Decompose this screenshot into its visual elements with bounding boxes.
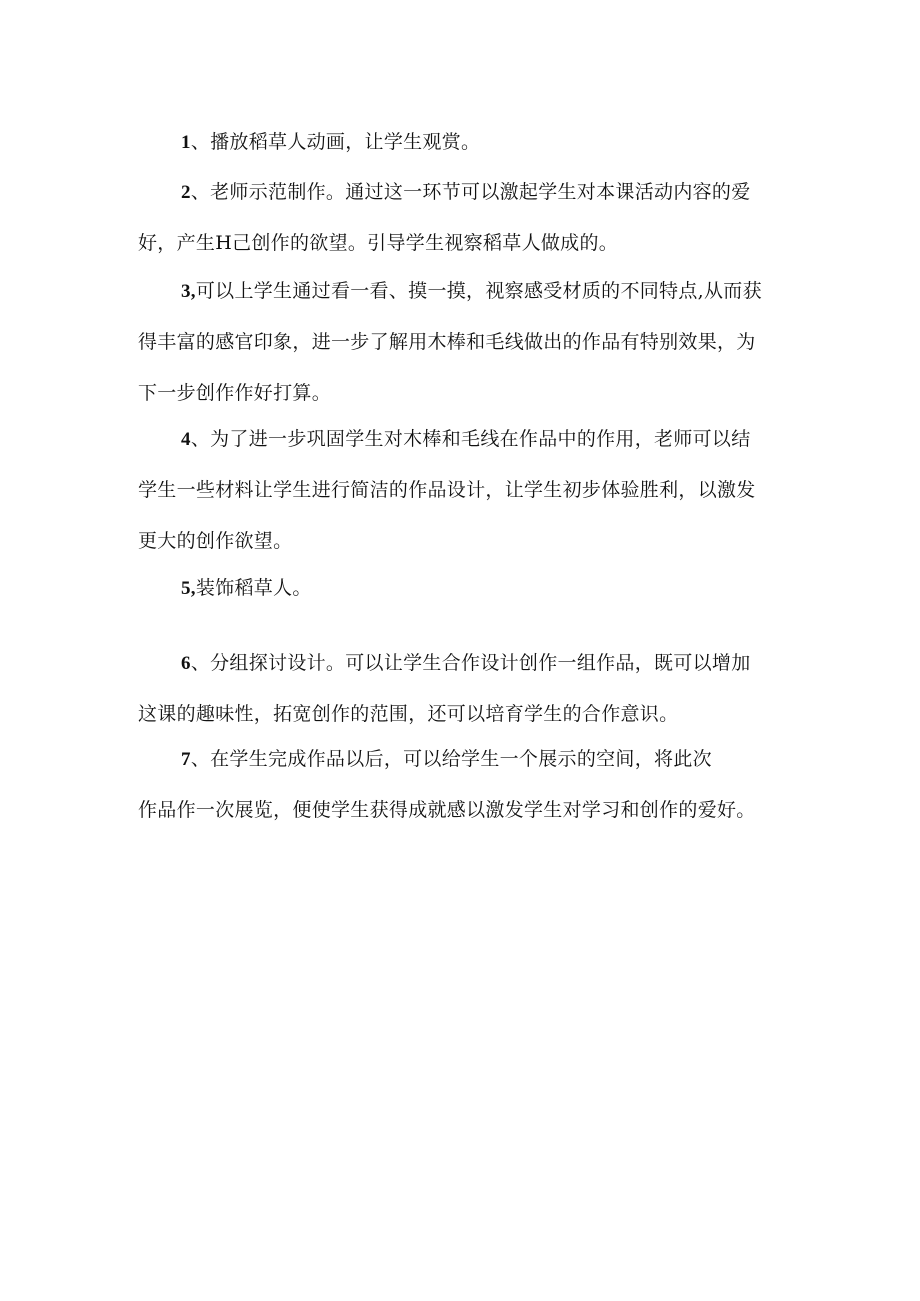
paragraph-7-number: 7 bbox=[181, 749, 191, 770]
paragraph-4-text-line-2: 学生一些材料让学生进行简洁的作品设计，让学生初步体验胜利，以激发 bbox=[138, 479, 756, 501]
paragraph-3-text-line-1: 可以上学生通过看一看、摸一摸，视察感受材质的不同特点,从而获 bbox=[195, 280, 762, 302]
paragraph-1-text: 、播放稻草人动画，让学生观赏。 bbox=[190, 131, 481, 153]
paragraph-4-text-line-3: 更大的创作欲望。 bbox=[138, 530, 293, 552]
paragraph-3-text-line-3: 下一步创作作好打算。 bbox=[138, 382, 332, 404]
paragraph-2-line-1 bbox=[138, 167, 788, 218]
paragraph-4 bbox=[138, 414, 788, 567]
paragraph-4-number: 4 bbox=[181, 429, 191, 450]
paragraph-6-number: 6 bbox=[181, 653, 191, 674]
paragraph-6-line-1 bbox=[138, 638, 788, 689]
paragraph-5-text: 装饰稻草人。 bbox=[195, 577, 312, 599]
paragraph-2-text-line-2: 好，产生H己创作的欲望。引导学生视察稻草人做成的。 bbox=[138, 232, 619, 254]
paragraph-6 bbox=[138, 638, 788, 740]
paragraph-5 bbox=[138, 563, 788, 614]
paragraph-2-number: 2 bbox=[181, 182, 191, 203]
paragraph-3-text-line-2: 得丰富的感官印象，进一步了解用木棒和毛线做出的作品有特别效果，为 bbox=[138, 331, 756, 353]
paragraph-3-line-1 bbox=[138, 266, 788, 317]
paragraph-5-line-1 bbox=[138, 563, 788, 614]
paragraph-7-text-line-1: 、在学生完成作品以后，可以给学生一个展示的空间，将此次 bbox=[190, 748, 712, 770]
paragraph-1-number: 1 bbox=[181, 132, 191, 153]
paragraph-1-line-1 bbox=[138, 117, 788, 168]
paragraph-2-text-line-1: 、老师示范制作。通过这一环节可以激起学生对本课活动内容的爱 bbox=[190, 181, 751, 203]
paragraph-5-number: 5, bbox=[181, 578, 196, 599]
paragraph-6-text-line-2: 这课的趣味性，拓宽创作的范围，还可以培育学生的合作意识。 bbox=[138, 703, 679, 725]
paragraph-6-text-line-1: 、分组探讨设计。可以让学生合作设计创作一组作品，既可以增加 bbox=[190, 652, 751, 674]
paragraph-3-number: 3, bbox=[181, 281, 196, 302]
paragraph-7-line-1 bbox=[138, 734, 788, 785]
paragraph-2 bbox=[138, 167, 788, 269]
paragraph-4-text-line-1: 、为了进一步巩固学生对木棒和毛线在作品中的作用，老师可以结 bbox=[190, 428, 751, 450]
paragraph-3 bbox=[138, 266, 788, 419]
paragraph-1 bbox=[138, 117, 788, 168]
paragraph-7 bbox=[138, 734, 788, 836]
paragraph-7-text-line-2: 作品作一次展览，便使学生获得成就感以激发学生对学习和创作的爱好。 bbox=[138, 799, 756, 821]
paragraph-4-line-1 bbox=[138, 414, 788, 465]
